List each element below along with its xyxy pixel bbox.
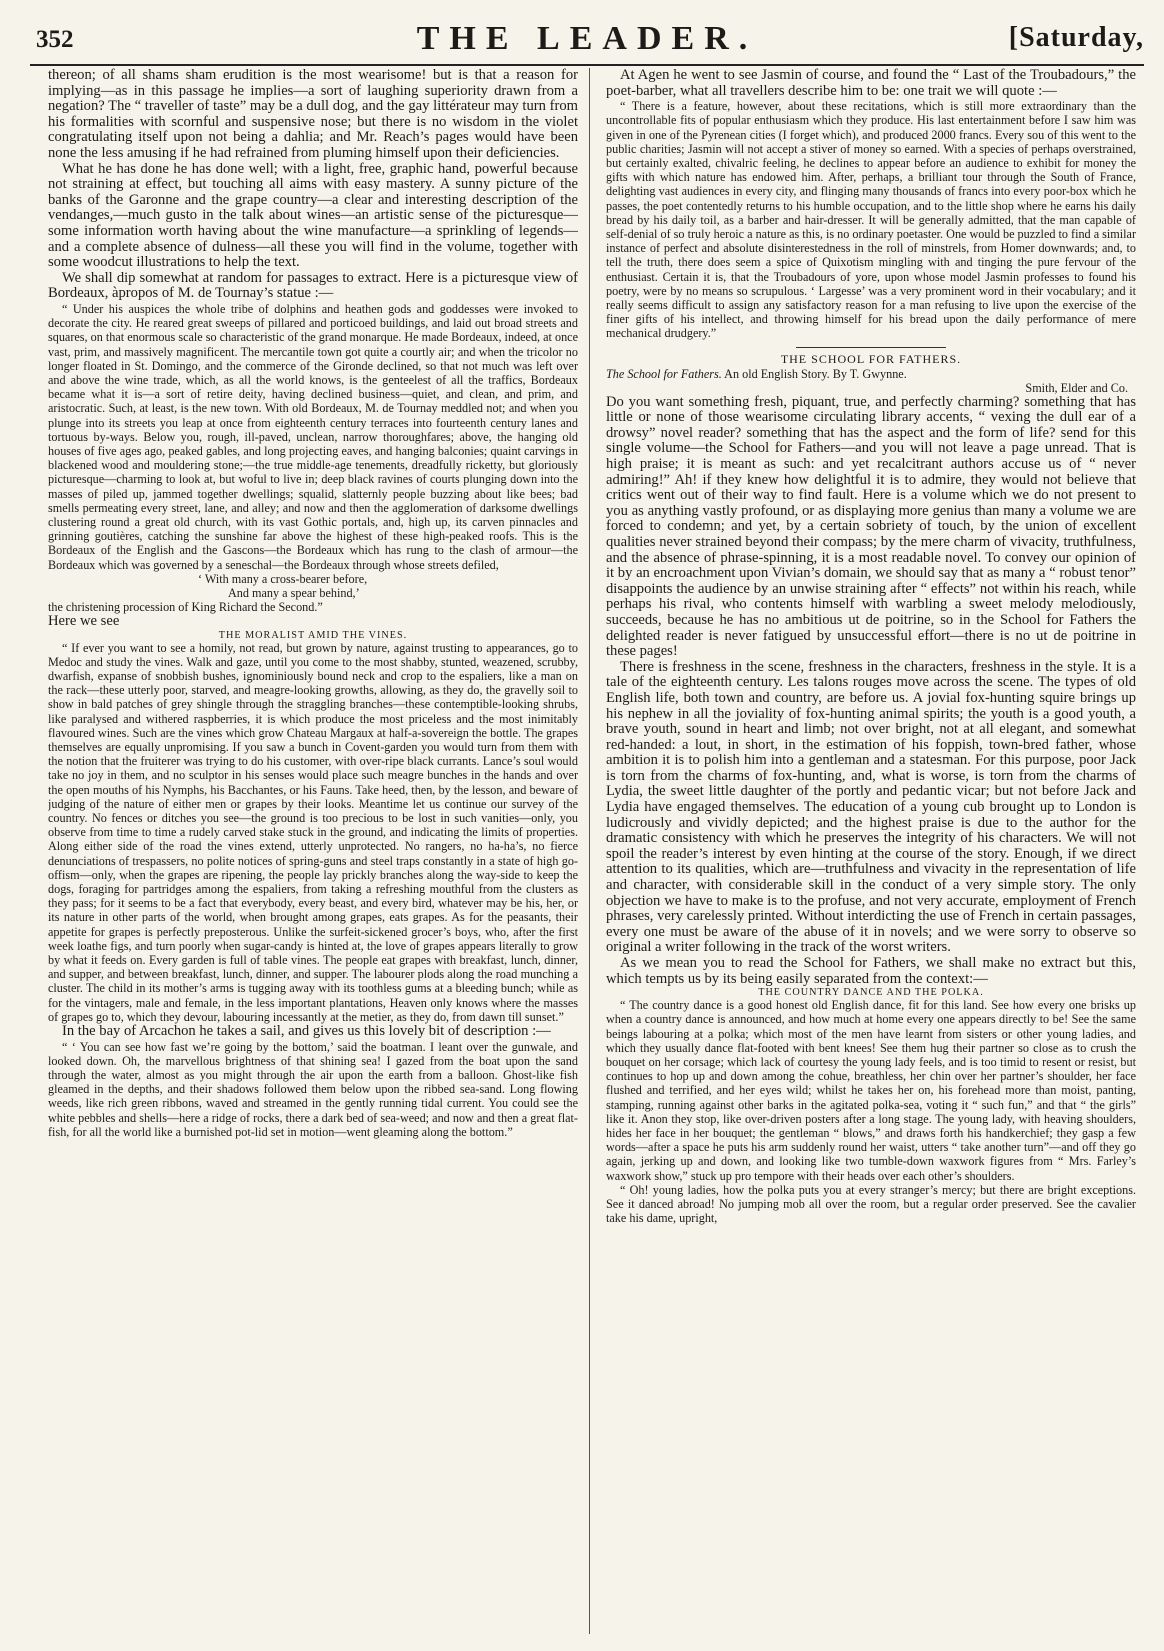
verse-line: And many a spear behind,’ — [228, 585, 360, 600]
quoted-passage: “ Oh! young ladies, how the polka puts you at every stranger’s mercy; but there are bright exceptions. See it danced abroad! No jumping mob all over the room, but a regular order preserved. See the cavalier take his dame, upright, — [606, 1182, 1136, 1226]
paragraph: There is freshness in the scene, freshness in the characters, freshness in the style. It is a tale of the eighteenth century. Les talons rouges move across the scene. The types of old English life, both town and country, are before us. A jovial fox-hunting squire brings up his nephew in all the joviality of fox-hunting animal spirits; the youth is a good youth, a brave youth, sound in heart and limb; not over bright, not at all elegant, and somewhat red-handed: a lout, in short, in the estimation of his foppish, town-bred father, whose ambition it is to polish him into a gentleman and a statesman. For this purpose, poor Jack is torn from the charms of fox-hunting, and, what is worse, is torn from the charms of Lydia, the sweet little daughter of the portly and pedantic vicar; but not before Jack and Lydia have engaged themselves. The education of a young cub brought up to London is ludicrously and vividly depicted; and the highest praise is due to the author for the dramatic consistency with which he preserves the integrity of his characters. We will not spoil the reader’s interest by even hinting at the course of the story. Enough, if we direct attention to its qualities, which are—truthfulness and vivacity in the representation of life and character, with considerable skill in the conduct of a very simple story. The only objection we have to make is to the profuse, and not very accurate, employment of French phrases, very carelessly printed. Without interdicting the use of French in certain passages, every one must be aware of the abuse of it in novels; and we were sorry to observe so original a writer following in the track of the worst writers. — [606, 658, 1136, 956]
paragraph: Here we see — [48, 612, 120, 629]
paragraph: thereon; of all shams sham erudition is the most wearisome! but is that a reason for implying—as in this passage he implies—a sort of laughing superiority drawn from a negation? The “ traveller of taste” may be a dull dog, and the gay littérateur may turn from his formalities with scornful and suspensive nose; but there is no wisdom in the violet congratulating itself upon not being a dahlia; and Mr. Reach’s pages would have been none the less amusing if he had refrained from pluming himself upon their deficiencies. — [48, 68, 578, 161]
page-number: 352 — [36, 26, 74, 53]
verse-line: ‘ With many a cross-bearer before, — [198, 571, 368, 586]
publisher: Smith, Elder and Co. — [1025, 380, 1128, 395]
quoted-passage: “ The country dance is a good honest old English dance, fit for this land. See how every one brisks up when a country dance is announced, and how much at home every one appears directly to be! See the same beings labouring at a polka; which most of the men have learnt from sisters or other young ladies, and which they usually dance flat-footed with bent knees! See them hug their partner so close as to crush the bouquet on her corsage; which lack of courtesy the young lady feels, and is too timid to resent or resist, but continues to hop up and down among the cohue, breathless, her chin over her partner’s shoulder, her face flushed and terrified, and her eyes wild; whilst he takes her on, his forehead more than moist, panting, stamping, running against other barks in the agitated polka-sea, voting it “ such fun,” and that “ the girls” like it. Anon they stop, like over-driven posters after a long stage. The young lady, with heaving shoulders, hides her face in her bouquet; the gentleman “ blows,” and draws forth his handkerchief; they gasp a few words—after a space he puts his arm suddenly round her waist, utters “ take another turn”—and off they go again, jerking up and down, and looking like two tumble-down waxwork figures from “ Mrs. Farley’s waxwork show,” stuck up pro tempore with their heads over each other’s shoulders. — [606, 998, 1136, 1183]
quoted-passage: “ There is a feature, however, about these recitations, which is still more extraordinary than the uncontrollable fits of popular enthusiasm which they produce. His last entertainment before I saw him was given in one of the Pyrenean cities (I forget which), and produced 2000 francs. Every sou of this went to the public charities; Jasmin will not accept a stiver of money so earned. With a species of perhaps overstrained, but certainly exalted, chivalric feeling, he declines to appear before an audience to exhibit for money the gifts with which nature has endowed him. After, perhaps, a brilliant tour through the South of France, delighting vast audiences in every city, and flinging many thousands of francs into every poor-box which he passes, the poet contentedly returns to his humble occupation, and to the little shop where he earns his daily bread by his daily toil, as a barber and hair-dresser. It will be generally admitted, that the man capable of self-denial of so truly heroic a nature as this, is no ordinary poetaster. One would be puzzled to find a similar instance of perfect and absolute disinterestedness in the roll of minstrels, from Homer downwards; and, to tell the truth, there does seem a spice of Quixotism mingling with and tinging the pure fervour of the enthusiast. Certain it is, that the Troubadours of yore, upon whose model Jasmin professes to found his poetry, were by no means so scrupulous. ‘ Largesse’ was a very prominent word in their vocabulary; and it really seems difficult to assign any satisfactory reason for a man refusing to live upon the exercise of the finer gifts of his intellect, and throwing himself for his bread upon the daily performance of mere mechanical drudgery.” — [606, 99, 1136, 341]
newspaper-title: THE LEADER. — [416, 20, 758, 57]
paragraph: At Agen he went to see Jasmin of course, and found the “ Last of the Troubadours,” the poet-barber, what all travellers describe him to be: one trait we will quote :— — [606, 68, 1136, 99]
paragraph: Do you want something fresh, piquant, true, and perfectly charming? something that has little or none of those wearisome circulating library accents, “ vexing the dull ear of a drowsy” novel reader? something that has the aspect and the form of life? send for this single volume—the School for Fathers—and you will not leave a page unread. That is high praise; it is meant as such: and yet recalcitrant authors accuse us of “ never admiring!” Ah! if they knew how delightful it is to admire, they would not believe that critics went out of their way to find fault. Here is a volume which we do not present to you as anything vastly profound, or as displaying more genius than many a volume we are forced to condemn; and yet, by a certain sobriety of touch, by the union of excellent qualities never strained beyond their compass; by the mere charm of vivacity, truthfulness, and the absence of phrase-spinning, it is a most readable novel. To convey our opinion of it by an encroachment upon Vivian’s domain, we should say that as many a “ robust tenor” disappoints the audience by an unwise straining after “ effects” not within his reach, while perhaps his rival, who contents himself with warbling a sweet melody melodiously, succeeds, because he has no ambitious ut de poitrine, so in the School for Fathers the delighted reader is never fatigued by unsuccessful effort—there is no ut de poitrine in these pages! — [606, 393, 1136, 660]
quoted-passage: “ Under his auspices the whole tribe of dolphins and heathen gods and goddesses were invoked to decorate the city. He reared great sweeps of pillared and porticoed buildings, and laid out broad streets and squares, on that enormous scale so characteristic of the grand monarque. He made Bordeaux, indeed, at once vast, prim, and massively magnificent. The mercantile town got quite a courtly air; and when the tricolor no longer floated in St. Domingo, and the commerce of the Gironde declined, so that not much was left over and above the wine trade, which, as all the world knows, is the genteelest of all the traffics, Bordeaux became what it is—a sort of retire deity, having declined business—quiet, and clean, and prim, and aristocratic. Such, at least, is the new town. With old Bordeaux, M. de Tournay meddled not; and when you plunge into its streets you leap at once from eighteenth century terraces into fourteenth century lanes and tortuous by-ways. Below you, rough, ill-paved, unclean, narrow thoroughfares; above, the hanging old houses of five ages ago, peaked gables, and long projecting eaves, and hanging balconies; quaint carvings in blackened wood and mouldering stone;—the true middle-age tenements, dreadfully ricketty, but gloriously picturesque—charming to look at, but woful to live in; deep black ravines of courts plunging down into the masses of piled up, jammed together dwellings; squalid, slatternly people buzzing about like bees; bad smells permeating every street, lane, and alley; and now and then the agglomeration of darksome dwellings clustering round a great old church, with its vast Gothic portals, and, high up, its carven pinnacles and grinning goutières, catching the sunshine far above the highest of these high-peaked roofs. This is the Bordeaux of the English and the Gascons—the Bordeaux which has rung to the clash of armour—the Bordeaux which was governed by a seneschal—the Bordeaux through whose streets defiled, — [48, 301, 578, 572]
section-subheading: THE MORALIST AMID THE VINES. — [218, 629, 408, 641]
book-citation — [606, 367, 1136, 381]
book-details: An old English Story. By T. Gwynne. — [721, 366, 907, 381]
paragraph: As we mean you to read the School for Fathers, we shall make no extract but this, which tempts us by its being easily separated from the context:— — [606, 955, 1136, 987]
section-subheading: THE COUNTRY DANCE AND THE POLKA. — [758, 987, 984, 999]
quoted-passage: “ ‘ You can see how fast we’re going by the bottom,’ said the boatman. I leant over the gunwale, and looked down. Oh, the marvellous brightness of that shining sea! I gazed from the boat upon the sand through the water, almost as you might through the air upon the earth from a balloon. Ghost-like fish gleamed in the depths, and their shadows followed them below upon the ribbed sea-sand. Long flowing weeds, like rich green ribbons, waved and streamed in the gently running tidal current. You could see the white pebbles and shells—here a ridge of rocks, there a dark bed of sea-weed; and now and then a great flat-fish, for all the world like a burnished pot-lid set in motion—went gleaming along the bottom.” — [48, 1039, 578, 1139]
quoted-passage-end: the christening procession of King Richard the Second.” — [48, 599, 323, 614]
paragraph: What he has done he has done well; with a light, free, graphic hand, powerful because not straining at effect, but touching all aims with easy mastery. A sunny picture of the banks of the Garonne and the grape country—a clear and interesting description of the vendanges,—much gusto in the talk about wines—an artistic sense of the picturesque—some information worth having about the wine manufacture—a sprinkling of legends—and a complete absence of dulness—all these you will find in the volume, together with some woodcut illustrations to help the text. — [48, 160, 578, 271]
paragraph: In the bay of Arcachon he takes a sail, and gives us this lovely bit of description :— — [62, 1023, 551, 1040]
section-divider — [796, 347, 946, 348]
review-heading: THE SCHOOL FOR FATHERS. — [780, 351, 962, 366]
right-column — [606, 68, 1136, 1634]
column-rule — [589, 68, 590, 1634]
issue-day: [Saturday, — [1008, 22, 1144, 53]
paragraph: We shall dip somewhat at random for passages to extract. Here is a picturesque view of Bordeaux, àpropos of M. de Tournay’s statue :— — [48, 269, 578, 302]
left-column — [48, 68, 578, 1634]
quoted-passage: “ If ever you want to see a homily, not read, but grown by nature, against trusting to appearances, go to Medoc and study the vines. Walk and gaze, until you come to the most shabby, stunted, weazened, scrubby, dwarfish, expanse of snobbish bushes, ignominiously bound neck and crop to the espaliers, like a man on the rack—these utterly poor, starved, and meagre-looking growths, allowing, as they do, the gravelly soil to show in bald patches of grey shingle through the straggling branches—these contemptible-looking shrubs, like paralysed and withered raspberries, it is which produce the most priceless and the most inimitably flavoured wines. Such are the vines which grow Chateau Margaux at half-a-sovereign the bottle. The grapes themselves are equally unpromising. If you saw a bunch in Covent-garden you would turn from them with the notion that the fruiterer was trying to do his customer, with over-ripe black currants. Lance’s soul would take no joy in them, and no sculptor in his senses would place such meagre bunches in the hands and over the open mouths of his Nymphs, his Bacchantes, or his Fauns. Take heed, then, by the lesson, and beware of judging of the nature of either men or grapes by their looks. Meantime let us continue our survey of the country. No fences or ditches you see—the ground is too precious to be lost in such vanities—only, you observe from time to time a rudely carved stake stuck in the ground, and indicating the limits of properties. Along either side of the road the vines extend, utterly unprotected. No rangers, no ha-ha’s, no fierce denunciations of trespassers, no polite notices of spring-guns and steel traps constantly in a state of high go-offism—only, when the grapes are ripening, the people lay prickly branches along the way-side to keep the dogs, foraging for partridges among the espaliers, from taking a refreshing mouthful from the clusters as they pass; for it seems to be a fact that everybody, every beast, and every bird, whatever may be his, her, or its nature in other parts of the world, when brought among grapes, eats grapes. As for the peasants, their appetite for grapes is perfectly preposterous. Unlike the surfeit-sickened grocer’s boys, who, after the first week loathe figs, and turn poorly when sugar-candy is hinted at, the love of grapes appears literally to grow by what it feeds on. Every garden is full of table vines. The people eat grapes with breakfast, lunch, dinner, and supper, and between breakfast, lunch, dinner, and supper. The labourer plods along the road munching a cluster. The child in its mother’s arms is tugging away with its toothless gums at a bleeding bunch; while as for the vintagers, male and female, in the less important plantations, Heaven only knows where the masses of grapes go to, which they devour, labouring incessantly at the metier, as they do, from dawn till sunset.” — [48, 640, 578, 1024]
book-title: The School for Fathers. — [606, 366, 722, 381]
masthead — [30, 18, 1144, 66]
